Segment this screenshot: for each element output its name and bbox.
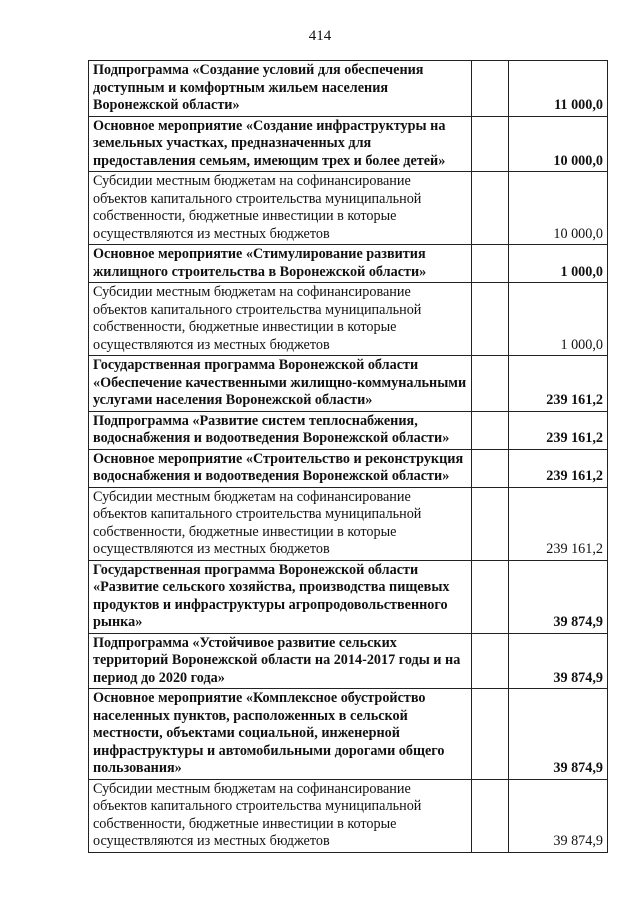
row-description: Субсидии местным бюджетам на софинансирование объектов капитального строительства муниципальной собственности, бюджетные инвестиции в которые осуществляются из местных бюджетов (89, 487, 472, 560)
row-description: Субсидии местным бюджетам на софинансирование объектов капитального строительства муниципальной собственности, бюджетные инвестиции в которые осуществляются из местных бюджетов (89, 283, 472, 356)
row-description: Субсидии местным бюджетам на софинансирование объектов капитального строительства муниципальной собственности, бюджетные инвестиции в которые осуществляются из местных бюджетов (89, 779, 472, 852)
empty-cell (472, 449, 509, 487)
row-amount: 39 874,9 (509, 560, 608, 633)
row-amount: 11 000,0 (509, 61, 608, 117)
empty-cell (472, 487, 509, 560)
empty-cell (472, 411, 509, 449)
empty-cell (472, 356, 509, 412)
row-amount: 239 161,2 (509, 487, 608, 560)
table-row (89, 356, 608, 412)
empty-cell (472, 560, 509, 633)
table-row (89, 116, 608, 172)
table-row (89, 560, 608, 633)
row-description: Подпрограмма «Устойчивое развитие сельских территорий Воронежской области на 2014-2017 годы и на период до 2020 года» (89, 633, 472, 689)
row-amount: 39 874,9 (509, 689, 608, 780)
page-number: 414 (308, 28, 332, 44)
row-description: Государственная программа Воронежской области «Обеспечение качественными жилищно-коммунальными услугами населения Воронежской области» (89, 356, 472, 412)
table-row (89, 689, 608, 780)
row-amount: 1 000,0 (509, 245, 608, 283)
table-row (89, 779, 608, 852)
row-description: Подпрограмма «Развитие систем теплоснабжения, водоснабжения и водоотведения Воронежской области» (89, 411, 472, 449)
row-amount: 239 161,2 (509, 449, 608, 487)
row-description: Государственная программа Воронежской области «Развитие сельского хозяйства, производства пищевых продуктов и инфраструктуры агропродовольственного рынка» (89, 560, 472, 633)
empty-cell (472, 61, 509, 117)
row-description: Подпрограмма «Создание условий для обеспечения доступным и комфортным жильем населения Воронежской области» (89, 61, 472, 117)
empty-cell (472, 283, 509, 356)
empty-cell (472, 633, 509, 689)
row-amount: 10 000,0 (509, 116, 608, 172)
empty-cell (472, 245, 509, 283)
row-amount: 39 874,9 (509, 633, 608, 689)
empty-cell (472, 689, 509, 780)
row-amount: 39 874,9 (509, 779, 608, 852)
row-amount: 239 161,2 (509, 356, 608, 412)
budget-table (88, 60, 608, 853)
row-description: Основное мероприятие «Создание инфраструктуры на земельных участках, предназначенных для предоставления семьям, имеющим трех и более детей» (89, 116, 472, 172)
empty-cell (472, 116, 509, 172)
empty-cell (472, 172, 509, 245)
empty-cell (472, 779, 509, 852)
table-row (89, 172, 608, 245)
row-description: Основное мероприятие «Строительство и реконструкция водоснабжения и водоотведения Воронежской области» (89, 449, 472, 487)
table-row (89, 487, 608, 560)
row-description: Основное мероприятие «Стимулирование развития жилищного строительства в Воронежской области» (89, 245, 472, 283)
row-amount: 1 000,0 (509, 283, 608, 356)
row-amount: 10 000,0 (509, 172, 608, 245)
table-row (89, 449, 608, 487)
table-row (89, 633, 608, 689)
table-row (89, 411, 608, 449)
table-row (89, 61, 608, 117)
table-row (89, 245, 608, 283)
row-description: Основное мероприятие «Комплексное обустройство населенных пунктов, расположенных в сельской местности, объектами социальной, инженерной инфраструктуры и автомобильными дорогами общего пользования» (89, 689, 472, 780)
table-row (89, 283, 608, 356)
row-description: Субсидии местным бюджетам на софинансирование объектов капитального строительства муниципальной собственности, бюджетные инвестиции в которые осуществляются из местных бюджетов (89, 172, 472, 245)
row-amount: 239 161,2 (509, 411, 608, 449)
